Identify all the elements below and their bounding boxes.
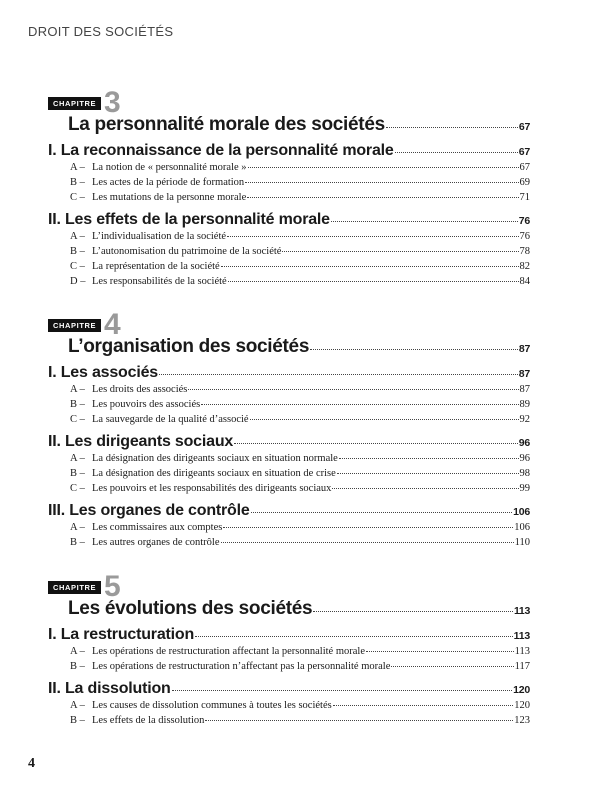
subsection-letter: A – (70, 162, 85, 173)
section-entry (48, 626, 530, 644)
section-entry (48, 142, 530, 160)
chapter-number: 3 (104, 86, 121, 119)
subsection-entry-page: 117 (514, 661, 530, 672)
subsection-entry (70, 175, 530, 190)
subsection-text: Les causes de dissolution communes à toutes les sociétés (92, 700, 332, 711)
subsection-entry-label (70, 160, 247, 175)
chapter-title-entry-label: Les évolutions des sociétés (68, 598, 313, 619)
dot-leader (366, 650, 514, 652)
dot-leader (159, 373, 518, 375)
subsection-text: La représentation de la société (92, 261, 220, 272)
subsection-text: L’autonomisation du patrimoine de la société (92, 246, 282, 257)
running-head: DROIT DES SOCIÉTÉS (28, 24, 174, 39)
subsection-entry-page: 89 (519, 399, 530, 410)
subsection-letter: A – (70, 231, 85, 242)
subsection-entry-page: 99 (519, 483, 530, 494)
subsection-entry (70, 698, 530, 713)
subsection-entry-page: 106 (514, 522, 530, 533)
subsection-text: Les pouvoirs des associés (92, 399, 201, 410)
subsection-letter: A – (70, 384, 85, 395)
subsection-text: La sauvegarde de la qualité d’associé (92, 414, 249, 425)
chapter-number: 4 (104, 308, 121, 341)
subsection-text: Les opérations de restructuration affectant la personnalité morale (92, 646, 365, 657)
subsection-entry (70, 659, 530, 674)
chapter-heading (48, 306, 530, 341)
subsection-entry-label (70, 229, 226, 244)
subsection-entry (70, 274, 530, 289)
subsection-entry (70, 644, 530, 659)
section-entry-page: 87 (518, 368, 530, 380)
dot-leader (331, 220, 518, 222)
dot-leader (248, 166, 519, 168)
dot-leader (332, 487, 518, 489)
section-entry (48, 364, 530, 382)
subsection-entry-page: 92 (519, 414, 530, 425)
subsection-entry-page: 78 (519, 246, 530, 257)
dot-leader (339, 457, 519, 459)
section-entry-label: II. Les dirigeants sociaux (48, 433, 234, 450)
subsection-entry (70, 713, 530, 728)
subsection-letter: B – (70, 537, 85, 548)
subsection-text: Les opérations de restructuration n’affectant pas la personnalité morale (92, 661, 391, 672)
chapter-badge: CHAPITRE (48, 581, 101, 594)
page-number: 4 (28, 756, 35, 771)
subsection-entry-page: 82 (519, 261, 530, 272)
dot-leader (333, 704, 514, 706)
section-entry-page: 67 (518, 146, 530, 158)
section-entry (48, 680, 530, 698)
chapter-title-entry (68, 598, 530, 620)
section-entry-label: III. Les organes de contrôle (48, 502, 250, 519)
subsection-entry-page: 71 (519, 192, 530, 203)
subsection-entry-page: 96 (519, 453, 530, 464)
subsection-letter: B – (70, 468, 85, 479)
chapter-title-entry-label: La personnalité morale des sociétés (68, 114, 385, 135)
subsection-letter: B – (70, 246, 85, 257)
section-entry (48, 502, 530, 520)
section-entry-label: I. La restructuration (48, 626, 195, 643)
dot-leader (221, 541, 514, 543)
section-entry-page: 96 (518, 437, 530, 449)
subsection-text: Les actes de la période de formation (92, 177, 245, 188)
subsection-letter: C – (70, 483, 85, 494)
subsection-entry-label (70, 659, 390, 674)
subsection-letter: A – (70, 700, 85, 711)
subsection-text: Les mutations de la personne morale (92, 192, 247, 203)
dot-leader (188, 388, 518, 390)
section-entry-label: I. Les associés (48, 364, 158, 381)
subsection-entry-label (70, 535, 220, 550)
dot-leader (234, 442, 518, 444)
subsection-entry-page: 113 (514, 646, 530, 657)
dot-leader (201, 403, 518, 405)
subsection-text: Les droits des associés (92, 384, 188, 395)
subsection-entry-page: 110 (514, 537, 530, 548)
subsection-text: La notion de « personnalité morale » (92, 162, 247, 173)
dot-leader (221, 265, 519, 267)
subsection-entry-page: 87 (519, 384, 530, 395)
dot-leader (223, 526, 513, 528)
subsection-entry (70, 244, 530, 259)
subsection-entry-label (70, 190, 246, 205)
subsection-text: La désignation des dirigeants sociaux en situation de crise (92, 468, 336, 479)
chapter-title-entry (68, 114, 530, 136)
subsection-entry-page: 123 (514, 715, 530, 726)
dot-leader (250, 418, 519, 420)
subsection-entry (70, 190, 530, 205)
chapter-title-entry-page: 113 (513, 605, 530, 617)
section-entry-page: 120 (513, 684, 530, 696)
section-entry-label: I. La reconnaissance de la personnalité morale (48, 142, 394, 159)
dot-leader (247, 196, 518, 198)
dot-leader (337, 472, 519, 474)
subsection-entry-label (70, 382, 187, 397)
chapter-title-entry (68, 336, 530, 358)
subsection-entry-label (70, 713, 204, 728)
dot-leader (195, 635, 513, 637)
subsection-text: Les effets de la dissolution (92, 715, 205, 726)
subsection-entry-label (70, 466, 336, 481)
subsection-letter: B – (70, 399, 85, 410)
chapter-block (48, 306, 530, 550)
subsection-entry-page: 67 (519, 162, 530, 173)
subsection-letter: A – (70, 453, 85, 464)
subsection-entry (70, 481, 530, 496)
subsection-entry (70, 259, 530, 274)
subsection-entry-label (70, 451, 338, 466)
chapter-title-entry-label: L’organisation des sociétés (68, 336, 310, 357)
subsection-letter: C – (70, 192, 85, 203)
chapter-badge: CHAPITRE (48, 97, 101, 110)
chapter-block (48, 84, 530, 289)
subsection-text: Les autres organes de contrôle (92, 537, 220, 548)
subsection-letter: C – (70, 414, 85, 425)
dot-leader (395, 151, 518, 153)
subsection-entry-label (70, 481, 331, 496)
subsection-entry (70, 451, 530, 466)
subsection-entry-label (70, 244, 281, 259)
subsection-letter: B – (70, 177, 85, 188)
subsection-entry-label (70, 259, 220, 274)
dot-leader (205, 719, 513, 721)
subsection-entry (70, 535, 530, 550)
subsection-entry (70, 520, 530, 535)
subsection-entry-label (70, 698, 332, 713)
dot-leader (228, 280, 519, 282)
dot-leader (251, 511, 513, 513)
chapter-heading (48, 84, 530, 119)
subsection-letter: A – (70, 522, 85, 533)
dot-leader (227, 235, 518, 237)
dot-leader (245, 181, 518, 183)
section-entry (48, 433, 530, 451)
subsection-text: Les pouvoirs et les responsabilités des dirigeants sociaux (92, 483, 332, 494)
chapter-block (48, 568, 530, 728)
chapter-badge: CHAPITRE (48, 319, 101, 332)
section-entry-label: II. Les effets de la personnalité morale (48, 211, 330, 228)
chapter-title-entry-page: 67 (518, 121, 530, 133)
subsection-entry-label (70, 175, 244, 190)
subsection-text: Les commissaires aux comptes (92, 522, 223, 533)
dot-leader (282, 250, 518, 252)
subsection-text: L’individualisation de la société (92, 231, 227, 242)
subsection-letter: B – (70, 715, 85, 726)
subsection-letter: A – (70, 646, 85, 657)
subsection-letter: B – (70, 661, 85, 672)
subsection-entry-label (70, 274, 227, 289)
section-entry-page: 113 (513, 630, 530, 642)
subsection-letter: D – (70, 276, 86, 287)
subsection-entry (70, 412, 530, 427)
subsection-entry (70, 382, 530, 397)
subsection-letter: C – (70, 261, 85, 272)
chapter-heading (48, 568, 530, 603)
section-entry (48, 211, 530, 229)
dot-leader (391, 665, 513, 667)
subsection-entry (70, 229, 530, 244)
chapter-title-entry-page: 87 (518, 343, 530, 355)
section-entry-page: 106 (513, 506, 530, 518)
chapter-number: 5 (104, 570, 121, 603)
subsection-entry-page: 84 (519, 276, 530, 287)
subsection-entry-page: 76 (519, 231, 530, 242)
section-entry-page: 76 (518, 215, 530, 227)
subsection-entry-label (70, 412, 249, 427)
subsection-entry (70, 397, 530, 412)
dot-leader (310, 348, 518, 350)
subsection-entry (70, 466, 530, 481)
dot-leader (172, 689, 512, 691)
subsection-entry-label (70, 520, 222, 535)
subsection-text: La désignation des dirigeants sociaux en situation normale (92, 453, 338, 464)
subsection-entry-label (70, 397, 200, 412)
subsection-entry-label (70, 644, 365, 659)
dot-leader (313, 610, 513, 612)
subsection-entry-page: 69 (519, 177, 530, 188)
subsection-text: Les responsabilités de la société (92, 276, 227, 287)
subsection-entry (70, 160, 530, 175)
dot-leader (386, 126, 518, 128)
section-entry-label: II. La dissolution (48, 680, 171, 697)
subsection-entry-page: 120 (514, 700, 530, 711)
subsection-entry-page: 98 (519, 468, 530, 479)
